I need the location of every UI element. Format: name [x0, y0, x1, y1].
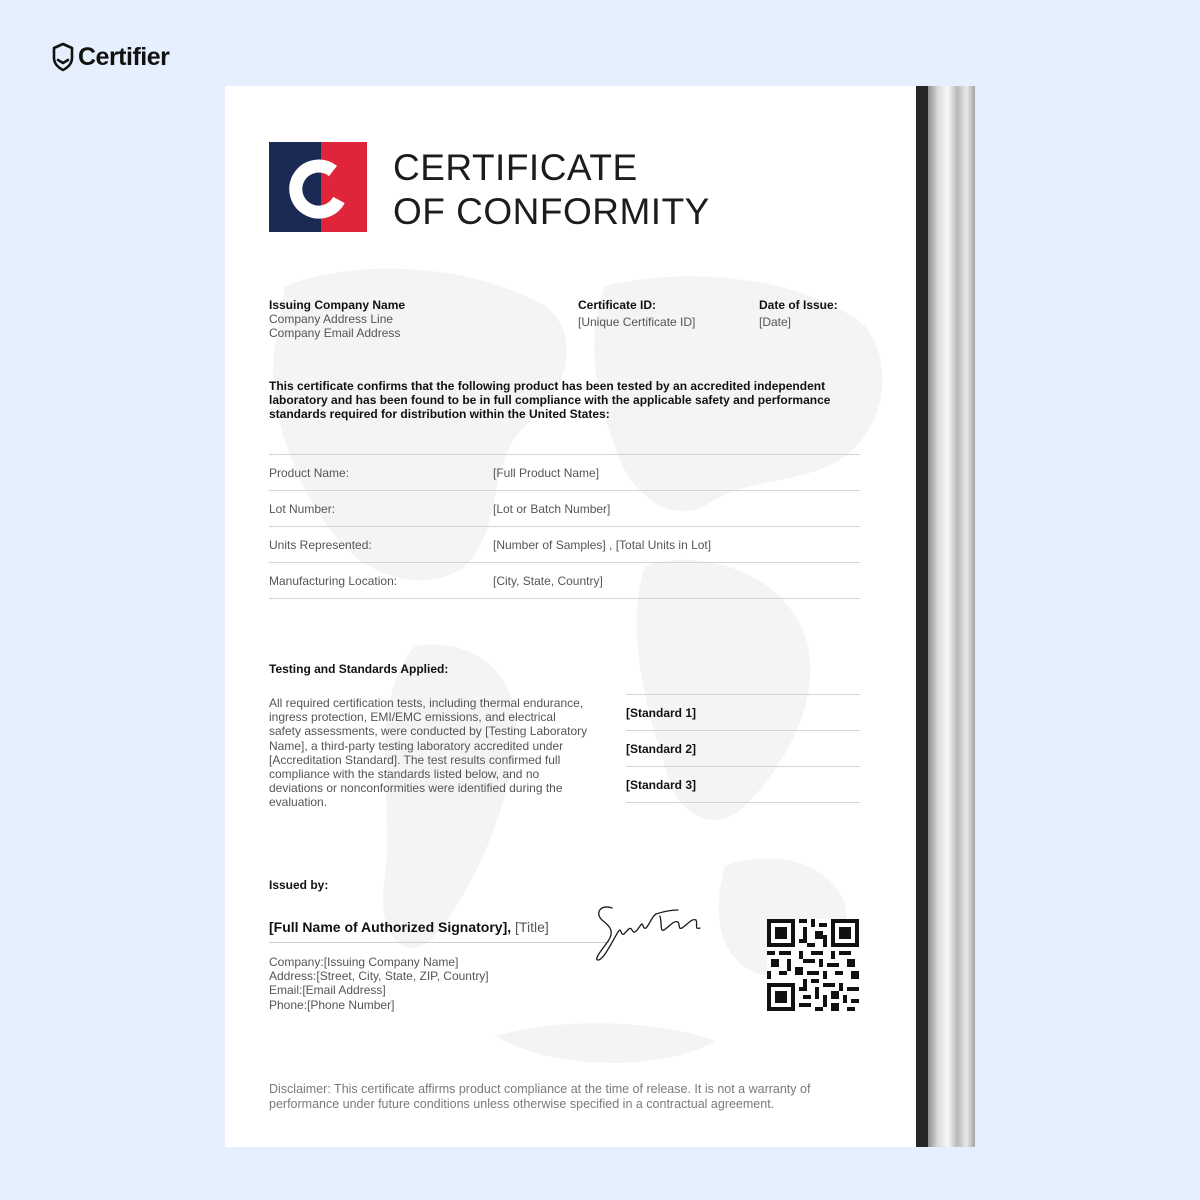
- signatory-title: [Title]: [515, 919, 549, 935]
- issuer-email: Company Email Address: [269, 326, 401, 340]
- certificate-id-block: [578, 298, 695, 329]
- certificate-page: [225, 86, 975, 1147]
- brand-logo[interactable]: [52, 40, 169, 74]
- table-row: [269, 527, 860, 563]
- standard-item: [Standard 3]: [626, 767, 860, 803]
- date-of-issue-label: Date of Issue:: [759, 298, 838, 312]
- issuer-name: Issuing Company Name: [269, 298, 406, 312]
- table-row: [269, 491, 860, 527]
- detail-label: Units Represented:: [269, 537, 372, 552]
- intro-statement: This certificate confirms that the following product has been tested by an accredited independent laboratory and has been found to be in full compliance with the applicable safety and performance standards required for distribution within the United States:: [269, 379, 831, 421]
- detail-value: [City, State, Country]: [493, 573, 603, 588]
- brand-name: Certifier: [78, 42, 170, 71]
- certificate-title: [393, 146, 710, 234]
- table-row: [269, 563, 860, 599]
- testing-paragraph: All required certification tests, including thermal endurance, ingress protection, EMI/EMC emissions, and electrical safety assessments, were conducted by [Testing Laboratory Name], a third-party testing laboratory accredited under [Accreditation Standard]. The test results confirmed full compliance with the standards listed below, and no deviations or nonconformities were identified during the evaluation.: [269, 696, 588, 810]
- title-line-2: OF CONFORMITY: [393, 191, 710, 232]
- product-details-table: [269, 454, 860, 599]
- contact-address: Address:[Street, City, State, ZIP, Country]: [269, 969, 489, 984]
- date-of-issue-block: [759, 298, 838, 329]
- handwritten-signature: [590, 898, 708, 964]
- detail-label: Lot Number:: [269, 501, 336, 516]
- standard-item: [Standard 2]: [626, 731, 860, 767]
- contact-phone: Phone:[Phone Number]: [269, 997, 395, 1012]
- issuer-address: Company Address Line: [269, 312, 394, 326]
- issued-by-heading: Issued by:: [269, 878, 329, 892]
- title-line-1: CERTIFICATE: [393, 147, 638, 188]
- detail-value: [Number of Samples] , [Total Units in Lot]: [493, 537, 712, 552]
- detail-label: Product Name:: [269, 465, 350, 480]
- certificate-id-label: Certificate ID:: [578, 298, 657, 312]
- certificate-id-value: [Unique Certificate ID]: [578, 315, 696, 329]
- certifier-shield-icon: [52, 42, 74, 72]
- disclaimer: Disclaimer: This certificate affirms product compliance at the time of release. It is not a warranty of performance under future conditions unless otherwise specified in a contractual agreement.: [269, 1082, 811, 1111]
- detail-value: [Lot or Batch Number]: [493, 501, 611, 516]
- silver-edge: [928, 86, 975, 1147]
- signatory-name: [Full Name of Authorized Signatory],: [269, 919, 512, 935]
- testing-heading: Testing and Standards Applied:: [269, 662, 449, 676]
- issuer-contact-details: [269, 955, 489, 1012]
- contact-email: Email:[Email Address]: [269, 983, 386, 998]
- date-of-issue-value: [Date]: [759, 315, 792, 329]
- binding-bar: [916, 86, 928, 1147]
- qr-code[interactable]: [767, 919, 859, 1011]
- standard-item: [Standard 1]: [626, 695, 860, 731]
- table-row: [269, 455, 860, 491]
- detail-value: [Full Product Name]: [493, 465, 600, 480]
- issuer-info: [269, 298, 405, 340]
- contact-company: Company:[Issuing Company Name]: [269, 955, 459, 969]
- signature-line: [269, 942, 609, 943]
- standards-list: [626, 694, 860, 803]
- detail-label: Manufacturing Location:: [269, 573, 398, 588]
- company-logo: [269, 142, 367, 232]
- signatory-line: [269, 919, 549, 935]
